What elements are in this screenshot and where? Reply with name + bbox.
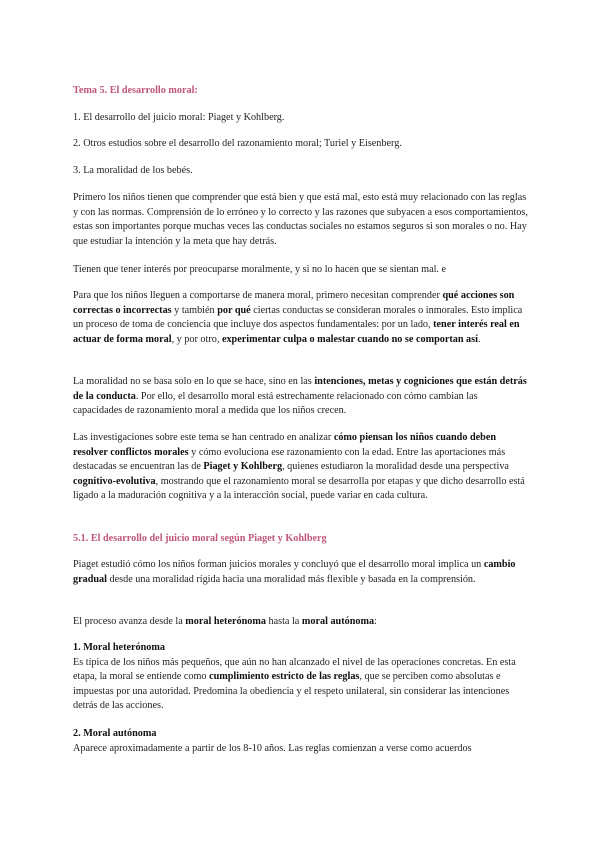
paragraph: Piaget estudió cómo los niños forman juicios morales y concluyó que el desarrollo moral implica un cambio gradual desde una moralidad rígida hacia una moralidad más flexible y basada en la comprensión. [73, 559, 516, 585]
list-item: 2. Otros estudios sobre el desarrollo del razonamiento moral; Turiel y Eisenberg. [73, 138, 402, 149]
section-heading: 1. Moral heterónoma [73, 642, 165, 653]
document-title: Tema 5. El desarrollo moral: [73, 85, 198, 96]
section-moral-autonoma [73, 727, 528, 756]
paragraph: Para que los niños lleguen a comportarse de manera moral, primero necesitan comprender qué acciones son correctas o incorrectas y también por qué ciertas conductas se consideran morales o inmorales. Esto implica un proceso de toma de conciencia que incluye dos aspectos fundamentales: por un lado, tener interés real en actuar de forma moral, y por otro, experimentar culpa o malestar cuando no se comportan así. [73, 290, 523, 345]
section-subtitle: 5.1. El desarrollo del juicio moral según Piaget y Kohlberg [73, 533, 327, 544]
list-item: 3. La moralidad de los bebés. [73, 165, 193, 176]
paragraph: Primero los niños tienen que comprender que está bien y que está mal, esto está muy relacionado con las reglas y con las normas. Comprensión de lo erróneo y lo correcto y las razones que subyacen a esos comportamientos, estas son importantes porque muchas veces las conductas sociales no estamos seguros si son morales o no. Hay que estudiar la intención y la meta que hay detrás. [73, 192, 528, 247]
paragraph: La moralidad no se basa solo en lo que se hace, sino en las intenciones, metas y cogniciones que están detrás de la conducta. Por ello, el desarrollo moral está estrechamente relacionado con cómo cambian las capacidades de razonamiento moral a medida que los niños crecen. [73, 376, 527, 417]
section-heading: 2. Moral autónoma [73, 728, 157, 739]
section-moral-heteronoma [73, 641, 528, 714]
paragraph: El proceso avanza desde la moral heterónoma hasta la moral autónoma: [73, 616, 377, 627]
paragraph: Las investigaciones sobre este tema se han centrado en analizar cómo piensan los niños cuando deben resolver conflictos morales y cómo evoluciona ese razonamiento con la edad. Entre las aportaciones más destacadas se encuentran las de Piaget y Kohlberg, quienes estudiaron la moralidad desde una perspectiva cognitivo-evolutiva, mostrando que el razonamiento moral se desarrolla por etapas y que dicho desarrollo está ligado a la maduración cognitiva y a la interacción social, puede variar en cada cultura. [73, 432, 525, 502]
section-body: Es típica de los niños más pequeños, que aún no han alcanzado el nivel de las operaciones concretas. En esta etapa, la moral se entiende como cumplimiento estricto de las reglas, que se perciben como absolutas e impuestas por una autoridad. Predomina la obediencia y el respeto unilateral, sin considerar las intenciones detrás de las acciones. [73, 656, 516, 712]
section-body: Aparece aproximadamente a partir de los 8-10 años. Las reglas comienzan a verse como acuerdos [73, 742, 472, 754]
paragraph: Tienen que tener interés por preocuparse moralmente, y si no lo hacen que se sientan mal. e [73, 264, 447, 275]
list-item: 1. El desarrollo del juicio moral: Piaget y Kohlberg. [73, 112, 285, 123]
